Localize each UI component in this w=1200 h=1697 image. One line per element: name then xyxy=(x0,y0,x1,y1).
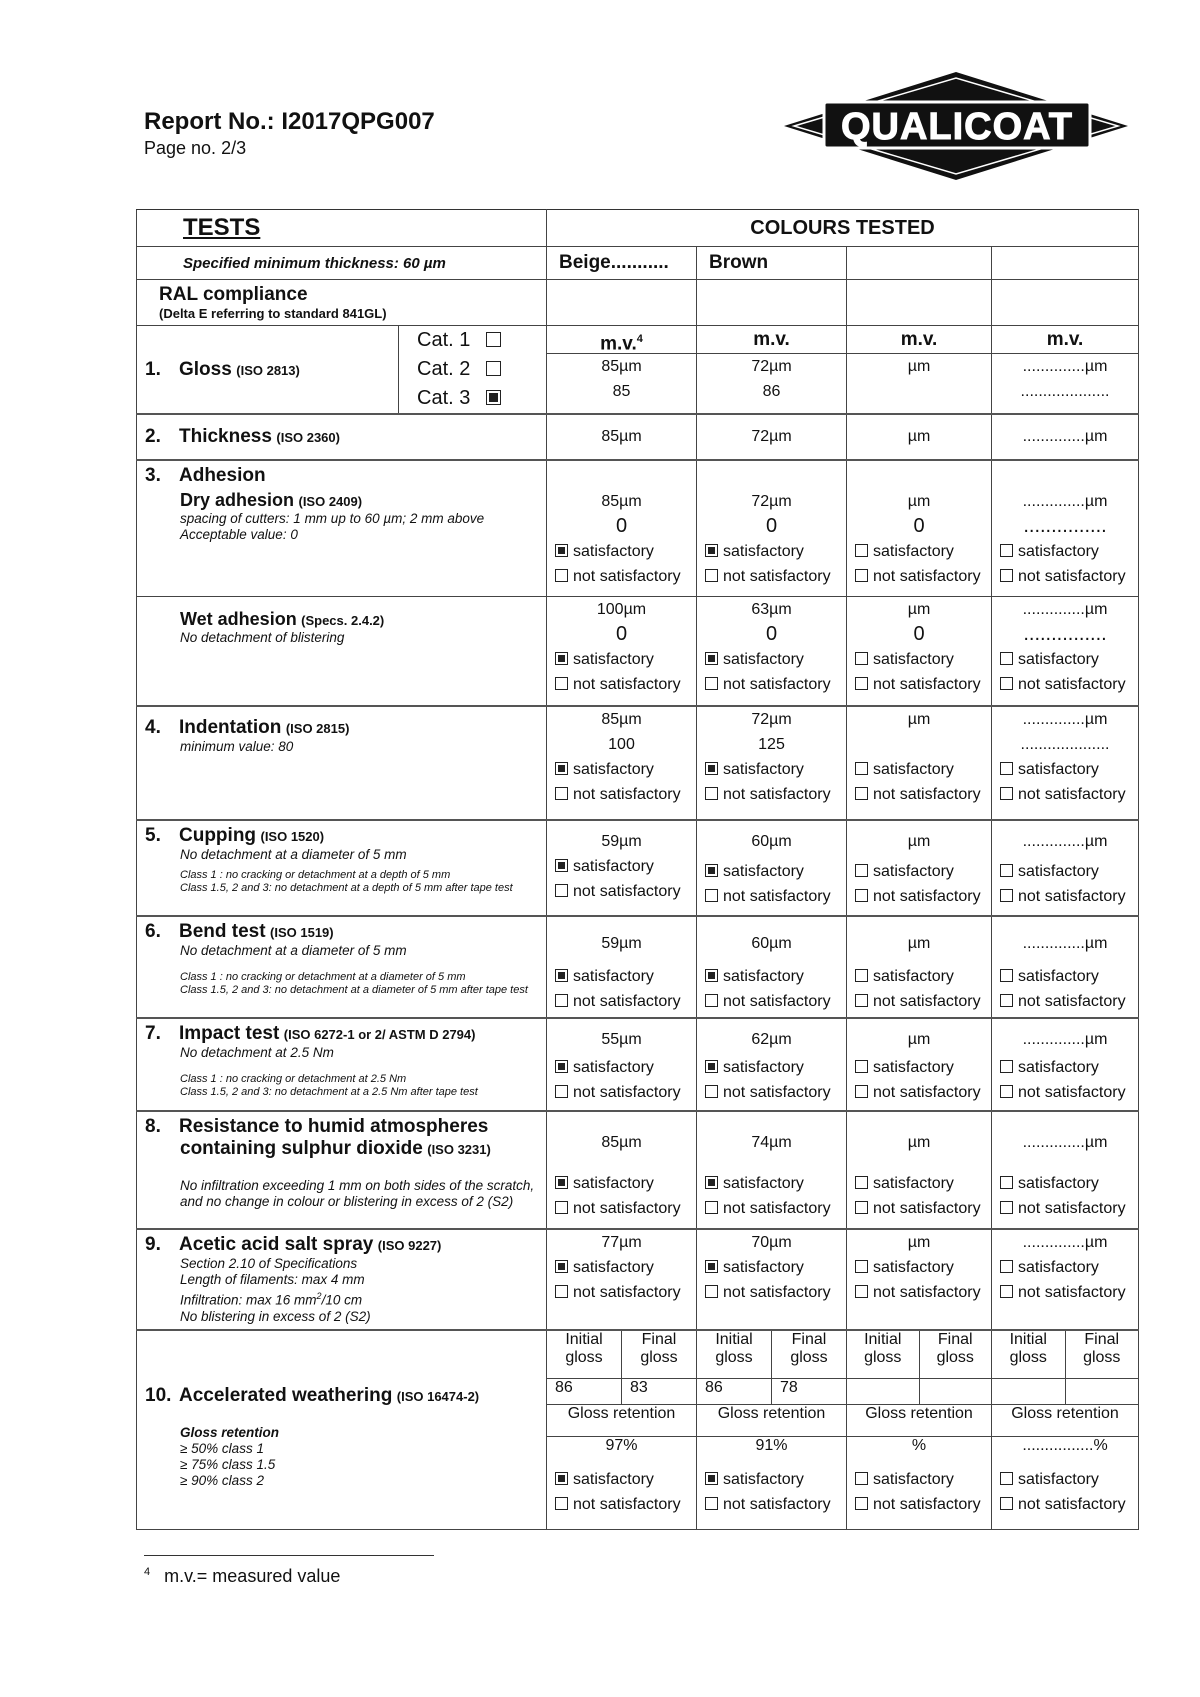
not-satisfactory-option: not satisfactory xyxy=(697,1280,846,1305)
checkbox-empty-icon xyxy=(486,332,501,347)
checkbox-empty-icon xyxy=(1000,889,1013,902)
checkbox-checked-icon xyxy=(555,1472,568,1485)
thickness-value: 85µm xyxy=(547,414,697,460)
test-title: Resistance to humid atmospheres xyxy=(179,1116,489,1137)
not-satisfactory-option: not satisfactory xyxy=(847,1080,991,1105)
initial-gloss-label: Initial gloss xyxy=(1009,1330,1047,1366)
test-number: 2. xyxy=(145,426,161,447)
final-gloss-label: Final gloss xyxy=(1065,1331,1138,1379)
satisfactory-option: satisfactory xyxy=(992,757,1138,782)
initial-gloss-label: Initial gloss xyxy=(715,1330,753,1366)
not-satisfactory-option: not satisfactory xyxy=(847,884,991,909)
checkbox-empty-icon xyxy=(555,569,568,582)
checkbox-empty-icon xyxy=(855,762,868,775)
checkbox-checked-icon xyxy=(705,864,718,877)
bend-note: Class 1.5, 2 and 3: no detachment at a diameter of 5 mm after tape test xyxy=(180,984,528,996)
cupping-desc: No detachment at a diameter of 5 mm xyxy=(180,847,407,862)
wet-adhesion-desc: No detachment of blistering xyxy=(180,629,345,645)
acetic-desc: No blistering in excess of 2 (S2) xyxy=(180,1308,371,1324)
checkbox-empty-icon xyxy=(855,864,868,877)
satisfactory-option: satisfactory xyxy=(697,1255,846,1280)
satisfactory-option: satisfactory xyxy=(847,757,991,782)
checkbox-checked-icon xyxy=(705,762,718,775)
not-satisfactory-option: not satisfactory xyxy=(547,1196,696,1221)
test-title: Cupping xyxy=(179,825,257,846)
checkbox-checked-icon xyxy=(555,1260,568,1273)
checkbox-empty-icon xyxy=(1000,544,1013,557)
checkbox-empty-icon xyxy=(555,994,568,1007)
satisfactory-option: satisfactory xyxy=(847,1171,991,1196)
weathering-cell xyxy=(697,1331,846,1517)
initial-gloss-value: 86 xyxy=(547,1379,622,1405)
impact-note: Class 1.5, 2 and 3: no detachment at a 2.5 Nm after tape test xyxy=(180,1086,478,1098)
satisfactory-option: satisfactory xyxy=(547,1255,696,1280)
gloss-retention-label: Gloss retention xyxy=(992,1405,1138,1437)
satisfactory-option: satisfactory xyxy=(547,647,696,672)
checkbox-checked-icon xyxy=(555,1060,568,1073)
not-satisfactory-option: not satisfactory xyxy=(847,989,991,1014)
test-iso: (ISO 2813) xyxy=(236,362,300,378)
checkbox-checked-icon xyxy=(705,1260,718,1273)
ral-title: RAL compliance xyxy=(159,284,308,305)
checkbox-empty-icon xyxy=(1000,569,1013,582)
test-title-cont: containing sulphur dioxide xyxy=(180,1138,423,1159)
test-number: 5. xyxy=(145,825,161,846)
checkbox-empty-icon xyxy=(855,889,868,902)
cupping-note: Class 1.5, 2 and 3: no detachment at a depth of 5 mm after tape test xyxy=(180,882,513,894)
checkbox-checked-icon xyxy=(705,1472,718,1485)
spec-thickness: Specified minimum thickness: 60 µm xyxy=(183,254,446,272)
impact-desc: No detachment at 2.5 Nm xyxy=(180,1045,334,1060)
satisfactory-option: satisfactory xyxy=(992,1055,1138,1080)
test-number: 8. xyxy=(145,1116,161,1137)
checkbox-empty-icon xyxy=(855,1497,868,1510)
not-satisfactory-option: not satisfactory xyxy=(547,782,696,807)
satisfactory-option: satisfactory xyxy=(847,859,991,884)
test-number: 4. xyxy=(145,717,161,738)
satisfactory-option: satisfactory xyxy=(992,859,1138,884)
checkbox-empty-icon xyxy=(1000,1176,1013,1189)
gloss-thickness: 72µm xyxy=(751,358,792,375)
checkbox-empty-icon xyxy=(555,1201,568,1214)
bend-note: Class 1 : no cracking or detachment at a diameter of 5 mm xyxy=(180,971,466,983)
satisfactory-option: satisfactory xyxy=(547,539,696,564)
checkbox-empty-icon xyxy=(555,787,568,800)
gloss-thickness: ..............µm xyxy=(1022,358,1108,375)
checkbox-empty-icon xyxy=(705,787,718,800)
satisfactory-option: satisfactory xyxy=(697,539,846,564)
gloss-retention-value: 91% xyxy=(755,1437,788,1454)
satisfactory-option: satisfactory xyxy=(697,859,846,884)
checkbox-empty-icon xyxy=(1000,1497,1013,1510)
test-title: Adhesion xyxy=(179,465,266,486)
gloss-thickness: 85µm xyxy=(601,358,642,375)
not-satisfactory-option: not satisfactory xyxy=(992,1196,1138,1221)
checkbox-empty-icon xyxy=(1000,994,1013,1007)
checkbox-empty-icon xyxy=(705,1285,718,1298)
thickness-value: µm xyxy=(847,414,992,460)
satisfactory-option: satisfactory xyxy=(547,1467,696,1492)
satisfactory-option: satisfactory xyxy=(697,964,846,989)
checkbox-empty-icon xyxy=(1000,787,1013,800)
not-satisfactory-option: not satisfactory xyxy=(992,1080,1138,1105)
mv-header: m.v.$^4$ xyxy=(547,326,696,354)
satisfactory-option: satisfactory xyxy=(847,1467,991,1492)
satisfactory-option: satisfactory xyxy=(847,539,991,564)
checkbox-empty-icon xyxy=(855,652,868,665)
gloss-retention-label: Gloss retention xyxy=(697,1405,846,1437)
gloss-value: .................... xyxy=(1020,383,1110,400)
not-satisfactory-option: not satisfactory xyxy=(547,1492,696,1517)
gloss-value: 86 xyxy=(762,383,781,400)
not-satisfactory-option: not satisfactory xyxy=(547,1280,696,1305)
test-number: 1. xyxy=(145,358,161,380)
test-title: Bend test xyxy=(179,921,266,942)
final-gloss-value xyxy=(1065,1379,1138,1405)
checkbox-empty-icon xyxy=(705,1497,718,1510)
checkbox-empty-icon xyxy=(705,569,718,582)
humid-desc: No infiltration exceeding 1 mm on both sides of the scratch, and no change in colour or blistering in excess of 2 (S2) xyxy=(180,1178,535,1209)
not-satisfactory-option: not satisfactory xyxy=(847,1492,991,1517)
thickness-value: 72µm xyxy=(697,414,847,460)
not-satisfactory-option: not satisfactory xyxy=(697,564,846,589)
checkbox-empty-icon xyxy=(855,994,868,1007)
initial-gloss-value: 86 xyxy=(697,1379,772,1405)
gloss-cat-2: Cat. 2 xyxy=(399,355,546,384)
gloss-value xyxy=(847,379,991,404)
not-satisfactory-option: not satisfactory xyxy=(992,989,1138,1014)
colour-name xyxy=(847,247,992,280)
not-satisfactory-option: not satisfactory xyxy=(847,1196,991,1221)
satisfactory-option: satisfactory xyxy=(992,1171,1138,1196)
acetic-desc: Infiltration: max 16 $mm^2/10$ cm xyxy=(180,1291,363,1308)
final-gloss-value: 78 xyxy=(772,1379,847,1405)
weathering-cell xyxy=(547,1331,696,1517)
initial-gloss-label: Initial gloss xyxy=(864,1330,902,1366)
checkbox-checked-icon xyxy=(555,859,568,872)
checkbox-empty-icon xyxy=(555,677,568,690)
footnote-divider xyxy=(144,1555,434,1556)
satisfactory-option: satisfactory xyxy=(847,964,991,989)
gloss-retention-title: Gloss retention xyxy=(180,1424,280,1440)
checkbox-empty-icon xyxy=(705,1201,718,1214)
final-gloss-label: Final gloss xyxy=(919,1331,991,1379)
checkbox-empty-icon xyxy=(705,889,718,902)
checkbox-empty-icon xyxy=(855,787,868,800)
not-satisfactory-option: not satisfactory xyxy=(697,672,846,697)
checkbox-empty-icon xyxy=(1000,864,1013,877)
checkbox-empty-icon xyxy=(705,677,718,690)
test-title: Impact test xyxy=(179,1023,280,1044)
gloss-retention-label: Gloss retention xyxy=(547,1405,696,1437)
checkbox-empty-icon xyxy=(1000,1201,1013,1214)
mv-header: m.v. xyxy=(992,326,1138,354)
checkbox-empty-icon xyxy=(1000,1085,1013,1098)
checkbox-empty-icon xyxy=(705,1085,718,1098)
test-number: 10. xyxy=(145,1384,172,1406)
gloss-thickness: µm xyxy=(907,358,931,375)
thickness-value: ..............µm xyxy=(992,414,1139,460)
not-satisfactory-option: not satisfactory xyxy=(697,989,846,1014)
final-gloss-value: 83 xyxy=(622,1379,697,1405)
test-number: 6. xyxy=(145,921,161,942)
acetic-desc: Length of filaments: max 4 mm xyxy=(180,1272,365,1287)
not-satisfactory-option: not satisfactory xyxy=(992,1280,1138,1305)
satisfactory-option: satisfactory xyxy=(547,757,696,782)
not-satisfactory-option: not satisfactory xyxy=(992,672,1138,697)
weathering-cell xyxy=(847,1331,991,1517)
dry-adhesion-title: Dry adhesion xyxy=(180,490,295,510)
satisfactory-option: satisfactory xyxy=(992,647,1138,672)
ral-subtitle: (Delta E referring to standard 841GL) xyxy=(159,306,387,321)
gloss-value: 85 xyxy=(612,383,631,400)
gloss-retention-class: ≥ 50% class 1 xyxy=(180,1440,264,1456)
checkbox-empty-icon xyxy=(555,884,568,897)
satisfactory-option: satisfactory xyxy=(547,1055,696,1080)
colours-tested-title: COLOURS TESTED xyxy=(547,210,1139,247)
not-satisfactory-option: not satisfactory xyxy=(847,1280,991,1305)
test-title: Thickness xyxy=(179,426,272,447)
checkbox-empty-icon xyxy=(855,1176,868,1189)
initial-gloss-label: Initial gloss xyxy=(565,1330,603,1366)
test-number: 9. xyxy=(145,1234,161,1255)
initial-gloss-value xyxy=(992,1379,1065,1405)
not-satisfactory-option: not satisfactory xyxy=(547,989,696,1014)
qualicoat-logo xyxy=(782,70,1130,182)
checkbox-empty-icon xyxy=(855,1472,868,1485)
checkbox-empty-icon xyxy=(1000,652,1013,665)
initial-gloss-value xyxy=(847,1379,919,1405)
satisfactory-option: satisfactory xyxy=(697,757,846,782)
satisfactory-option: satisfactory xyxy=(992,1467,1138,1492)
checkbox-empty-icon xyxy=(855,1085,868,1098)
checkbox-checked-icon xyxy=(555,762,568,775)
not-satisfactory-option: not satisfactory xyxy=(697,884,846,909)
checkbox-empty-icon xyxy=(555,1285,568,1298)
checkbox-checked-icon xyxy=(555,544,568,557)
checkbox-empty-icon xyxy=(855,1260,868,1273)
satisfactory-option: satisfactory xyxy=(992,964,1138,989)
dry-adhesion-desc: spacing of cutters: 1 mm up to 60 µm; 2 mm above xyxy=(180,511,485,526)
wet-adhesion-title: Wet adhesion xyxy=(180,608,297,629)
satisfactory-option: satisfactory xyxy=(992,1255,1138,1280)
not-satisfactory-option: not satisfactory xyxy=(697,1080,846,1105)
colour-name: Brown xyxy=(697,247,847,280)
checkbox-checked-icon xyxy=(555,1176,568,1189)
weathering-cell xyxy=(992,1331,1138,1517)
checkbox-empty-icon xyxy=(555,1497,568,1510)
report-number: Report No.: I2017QPG007 xyxy=(144,108,435,135)
dry-adhesion-acceptable: Acceptable value: 0 xyxy=(180,527,298,542)
satisfactory-option: satisfactory xyxy=(547,854,696,879)
gloss-cat-1: Cat. 1 xyxy=(399,326,546,355)
not-satisfactory-option: not satisfactory xyxy=(992,782,1138,807)
checkbox-checked-icon xyxy=(486,390,501,405)
checkbox-empty-icon xyxy=(1000,1285,1013,1298)
tests-table: TESTS COLOURS TESTED Specified minimum thickness: 60 µm Beige........... Brown RAL compliance (Delta E referring to standard 841GL) 1. Gloss (ISO 2813) Cat. 1 Cat. 2 Cat. 3 m.v.$^4$ 85µm 85 m.v. 72µm 86 m.v. µm m.v. ..............µm .................... 2. Thickness (ISO 2360) 85µm 72µm µm ..............µm 3. Adhesion Dry adhesion (ISO 2409) spacing of cutters: 1 mm up to 60 µm; 2 mm above Acceptable value: 0 85µm 0 satisfactory not satisfactory 72µm 0 satisfactory not satisfactory µm 0 satisfactory not satisfactory ..............µm ............... satisfactory not satisfactory Wet adhesion (Specs. 2.4.2) No detachment of blistering 100µm 0 satisfactory not satisfactory 63µm 0 satisfactory not satisfactory µm 0 satisfactory not satisfactory ..............µm ............... satisfactory not satisfactory 4. Indentation (ISO 2815) minimum value: 80 85µm 100 satisfactory not satisfactory 72µm 125 satisfactory not satisfactory µm satisfactory not satisfactory ..............µm .................... satisfactory not satisfactory 5. Cupping (ISO 1520) No detachment at a diameter of 5 mm Class 1 : no cracking or detachment at a depth of 5 mm Class 1.5, 2 and 3: no detachment at a depth of 5 mm after tape test 59µm satisfactory not satisfactory 60µm satisfactory not satisfactory µm satisfactory not satisfactory ..............µm satisfactory not satisfactory 6. Bend test (ISO 1519) No detachment at a diameter of 5 mm Class 1 : no cracking or detachment at a diameter of 5 mm Class 1.5, 2 and 3: no detachment at a diameter of 5 mm after tape test 59µm satisfactory not satisfactory 60µm satisfactory not satisfactory µm satisfactory not satisfactory ..............µm satisfactory not satisfactory 7. Impact test (ISO 6272-1 or 2/ ASTM D 2794) No detachment at 2.5 Nm Class 1 : no cracking or detachment at 2.5 Nm Class 1.5, 2 and 3: no detachment at a 2.5 Nm after tape test 55µm satisfactory not satisfactory 62µm satisfactory not satisfactory µm satisfactory not satisfactory ..............µm satisfactory not satisfactory 8. Resistance to humid atmospheres containing sulphur dioxide (ISO 3231) No infiltration exceeding 1 mm on both sides of the scratch, and no change in colour or blistering in excess of 2 (S2) 85µm satisfactory not satisfactory 74µm satisfactory not satisfactory µm satisfactory not satisfactory ..............µm satisfactory not satisfactory 9. Acetic acid salt spray (ISO 9227) Section 2.10 of Specifications Length of filaments: max 4 mm Infiltration: max 16 $mm^2/10$ cm No blistering in excess of 2 (S2) 77µm satisfactory not satisfactory 70µm satisfactory not satisfactory µm satisfactory not satisfactory ..............µm satisfactory not satisfactory 10. Accelerated weathering (ISO 16474-2) Gloss retention ≥ 50% class 1 ≥ 75% class 1.5 ≥ 90% class 2 Initial gloss Final gloss 86 83 Gloss retention 97% satisfactory not satisfactory Initial gloss Final gloss 86 78 Gloss retention 91% satisfactory not satisfactory Initial gloss Final gloss Gloss retention % satisfactory not satisfactory Initial gloss Final gloss Gloss retention ................% satisfactory not satisfactory xyxy=(136,209,1139,1530)
impact-note: Class 1 : no cracking or detachment at 2.5 Nm xyxy=(180,1073,407,1085)
checkbox-empty-icon xyxy=(855,1285,868,1298)
satisfactory-option: satisfactory xyxy=(547,1171,696,1196)
satisfactory-option: satisfactory xyxy=(847,647,991,672)
page-number: Page no. 2/3 xyxy=(144,138,247,158)
not-satisfactory-option: not satisfactory xyxy=(992,564,1138,589)
checkbox-checked-icon xyxy=(705,652,718,665)
not-satisfactory-option: not satisfactory xyxy=(992,884,1138,909)
checkbox-empty-icon xyxy=(855,569,868,582)
final-gloss-value xyxy=(919,1379,991,1405)
checkbox-empty-icon xyxy=(1000,1472,1013,1485)
gloss-retention-label: Gloss retention xyxy=(847,1405,991,1437)
checkbox-checked-icon xyxy=(705,969,718,982)
not-satisfactory-option: not satisfactory xyxy=(697,1196,846,1221)
satisfactory-option: satisfactory xyxy=(697,1055,846,1080)
checkbox-checked-icon xyxy=(705,1176,718,1189)
checkbox-checked-icon xyxy=(555,969,568,982)
not-satisfactory-option: not satisfactory xyxy=(697,782,846,807)
tests-title: TESTS xyxy=(183,214,261,241)
not-satisfactory-option: not satisfactory xyxy=(992,1492,1138,1517)
gloss-retention-class: ≥ 90% class 2 xyxy=(180,1472,264,1488)
checkbox-empty-icon xyxy=(855,969,868,982)
cupping-note: Class 1 : no cracking or detachment at a depth of 5 mm xyxy=(180,869,451,881)
checkbox-empty-icon xyxy=(855,1201,868,1214)
test-title: Acetic acid salt spray xyxy=(179,1234,374,1255)
not-satisfactory-option: not satisfactory xyxy=(847,782,991,807)
satisfactory-option: satisfactory xyxy=(697,647,846,672)
final-gloss-label: Final gloss xyxy=(622,1331,697,1379)
checkbox-empty-icon xyxy=(855,544,868,557)
satisfactory-option: satisfactory xyxy=(847,1055,991,1080)
checkbox-empty-icon xyxy=(705,994,718,1007)
mv-header: m.v. xyxy=(847,326,991,354)
checkbox-checked-icon xyxy=(705,544,718,557)
satisfactory-option: satisfactory xyxy=(697,1171,846,1196)
checkbox-empty-icon xyxy=(555,1085,568,1098)
checkbox-empty-icon xyxy=(1000,1060,1013,1073)
not-satisfactory-option: not satisfactory xyxy=(847,564,991,589)
test-number: 7. xyxy=(145,1023,161,1044)
checkbox-empty-icon xyxy=(1000,677,1013,690)
gloss-retention-value: ................% xyxy=(1022,1437,1108,1454)
colour-name xyxy=(992,247,1139,280)
not-satisfactory-option: not satisfactory xyxy=(547,1080,696,1105)
gloss-retention-value: % xyxy=(911,1437,927,1454)
checkbox-empty-icon xyxy=(855,1060,868,1073)
checkbox-checked-icon xyxy=(555,652,568,665)
gloss-retention-value: 97% xyxy=(605,1437,638,1454)
final-gloss-label: Final gloss xyxy=(772,1331,847,1379)
bend-desc: No detachment at a diameter of 5 mm xyxy=(180,943,407,958)
test-number: 3. xyxy=(145,465,161,486)
test-title: Accelerated weathering xyxy=(179,1384,393,1406)
not-satisfactory-option: not satisfactory xyxy=(847,672,991,697)
logo-text: QUALICOAT xyxy=(840,106,1074,148)
satisfactory-option: satisfactory xyxy=(847,1255,991,1280)
gloss-cat-3: Cat. 3 xyxy=(399,384,546,413)
satisfactory-option: satisfactory xyxy=(697,1467,846,1492)
footnote: $^4$ m.v.= measured value xyxy=(144,1566,341,1586)
checkbox-checked-icon xyxy=(705,1060,718,1073)
satisfactory-option: satisfactory xyxy=(992,539,1138,564)
gloss-retention-class: ≥ 75% class 1.5 xyxy=(180,1456,276,1472)
test-iso: (ISO 2360) xyxy=(276,430,340,445)
checkbox-empty-icon xyxy=(855,677,868,690)
acetic-desc: Section 2.10 of Specifications xyxy=(180,1256,358,1271)
indentation-desc: minimum value: 80 xyxy=(180,739,294,754)
satisfactory-option: satisfactory xyxy=(547,964,696,989)
not-satisfactory-option: not satisfactory xyxy=(547,564,696,589)
test-title: Indentation xyxy=(179,717,282,738)
checkbox-empty-icon xyxy=(1000,969,1013,982)
mv-header: m.v. xyxy=(697,326,846,354)
not-satisfactory-option: not satisfactory xyxy=(547,672,696,697)
checkbox-empty-icon xyxy=(1000,1260,1013,1273)
not-satisfactory-option: not satisfactory xyxy=(697,1492,846,1517)
checkbox-empty-icon xyxy=(486,361,501,376)
colour-name: Beige........... xyxy=(547,247,697,280)
report-header xyxy=(144,108,435,159)
checkbox-empty-icon xyxy=(1000,762,1013,775)
not-satisfactory-option: not satisfactory xyxy=(547,879,696,904)
test-title: Gloss xyxy=(179,358,232,380)
